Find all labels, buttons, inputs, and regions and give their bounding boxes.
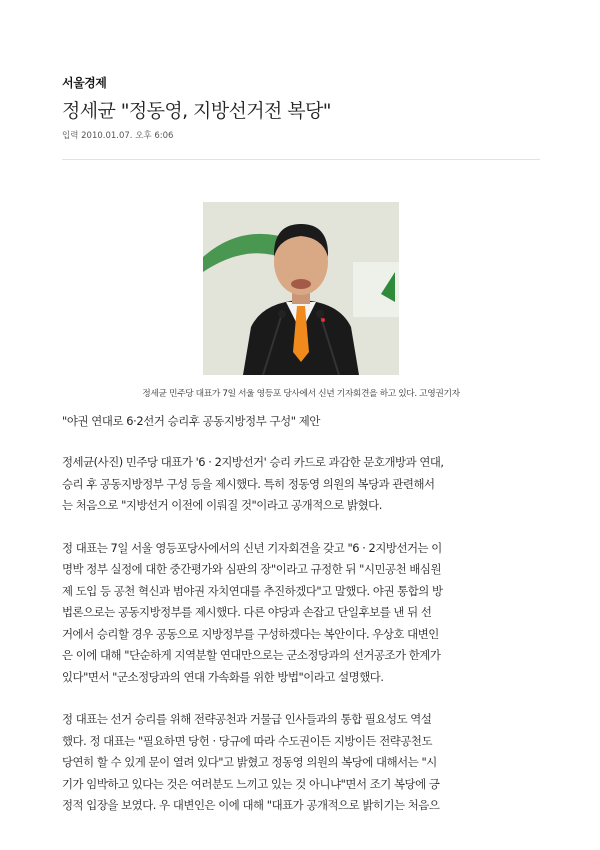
paragraph-line: 제 도입 등 공천 혁신과 범야권 자치연대를 추진하겠다"고 말했다. 야권 통합의 방	[62, 583, 443, 598]
paragraph-line: 정세균(사진) 민주당 대표가 '6 · 2지방선거' 승리 카드로 과감한 문호개방과 연대,	[62, 455, 444, 469]
paragraph-line: 는 처음으로 "지방선거 이전에 이뤄질 것"이라고 공개적으로 밝혔다.	[62, 498, 382, 512]
article-headline: 정세균 "정동영, 지방선거전 복당"	[62, 100, 331, 122]
microphone-right	[316, 310, 324, 318]
header-divider	[62, 159, 540, 160]
paragraph-line: 기가 임박하고 있다는 것은 여러분도 느끼고 있는 것 아니냐"면서 조기 복당에 긍	[62, 776, 440, 791]
paragraph-line: 법론으로는 공동지방정부를 제시했다. 다른 야당과 손잡고 단일후보를 낸 뒤 선	[62, 605, 432, 619]
photo-caption: 정세균 민주당 대표가 7일 서울 영등포 당사에서 신년 기자회견을 하고 있다. 고영권기자	[142, 389, 460, 399]
article-paragraph	[62, 452, 540, 517]
paragraph-line: 명박 정부 실정에 대한 중간평가와 심판의 장"이라고 규정한 뒤 "시민공천 배심원	[62, 562, 441, 576]
paragraph-line: 정 대표는 선거 승리를 위해 전략공천과 거물급 인사들과의 통합 필요성도 역설	[62, 712, 432, 726]
publisher-name[interactable]: 서울경제	[62, 76, 107, 90]
paragraph-line: 승리 후 공동지방정부 구성 등을 제시했다. 특히 정동영 의원의 복당과 관련해서	[62, 476, 435, 491]
paragraph-line: 정적 입장을 보였다. 우 대변인은 이에 대해 "대표가 공개적으로 밝히기는 처음으	[62, 798, 440, 812]
article-subhead: "야권 연대로 6·2선거 승리후 공동지방정부 구성" 제안	[62, 414, 320, 428]
article-dateline: 입력 2010.01.07. 오후 6:06	[62, 131, 174, 141]
article-body	[62, 452, 540, 838]
paragraph-line: 거에서 승리할 경우 공동으로 지방정부를 구성하겠다는 복안이다. 우상호 대변인	[62, 626, 439, 641]
article-paragraph	[62, 709, 540, 817]
paragraph-line: 했다. 정 대표는 "필요하면 당헌 · 당규에 따라 수도권이든 지방이든 전략공천도	[62, 733, 432, 748]
paragraph-line: 정 대표는 7일 서울 영등포당사에서의 신년 기자회견을 갖고 "6 · 2지방선거는 이	[62, 540, 442, 555]
paragraph-line: 있다"면서 "군소정당과의 연대 가속화를 위한 방법"이라고 설명했다.	[62, 669, 384, 684]
article-paragraph	[62, 538, 540, 689]
paragraph-line: 은 이에 대해 "단순하게 지역분할 연대만으로는 군소정당과의 선거공조가 한계가	[62, 648, 441, 662]
article-photo[interactable]	[203, 202, 399, 375]
paragraph-line: 당연히 할 수 있게 문이 열려 있다"고 밝혔고 정동영 의원의 복당에 대해서는 "시	[62, 755, 437, 769]
microphone-left	[278, 310, 286, 318]
